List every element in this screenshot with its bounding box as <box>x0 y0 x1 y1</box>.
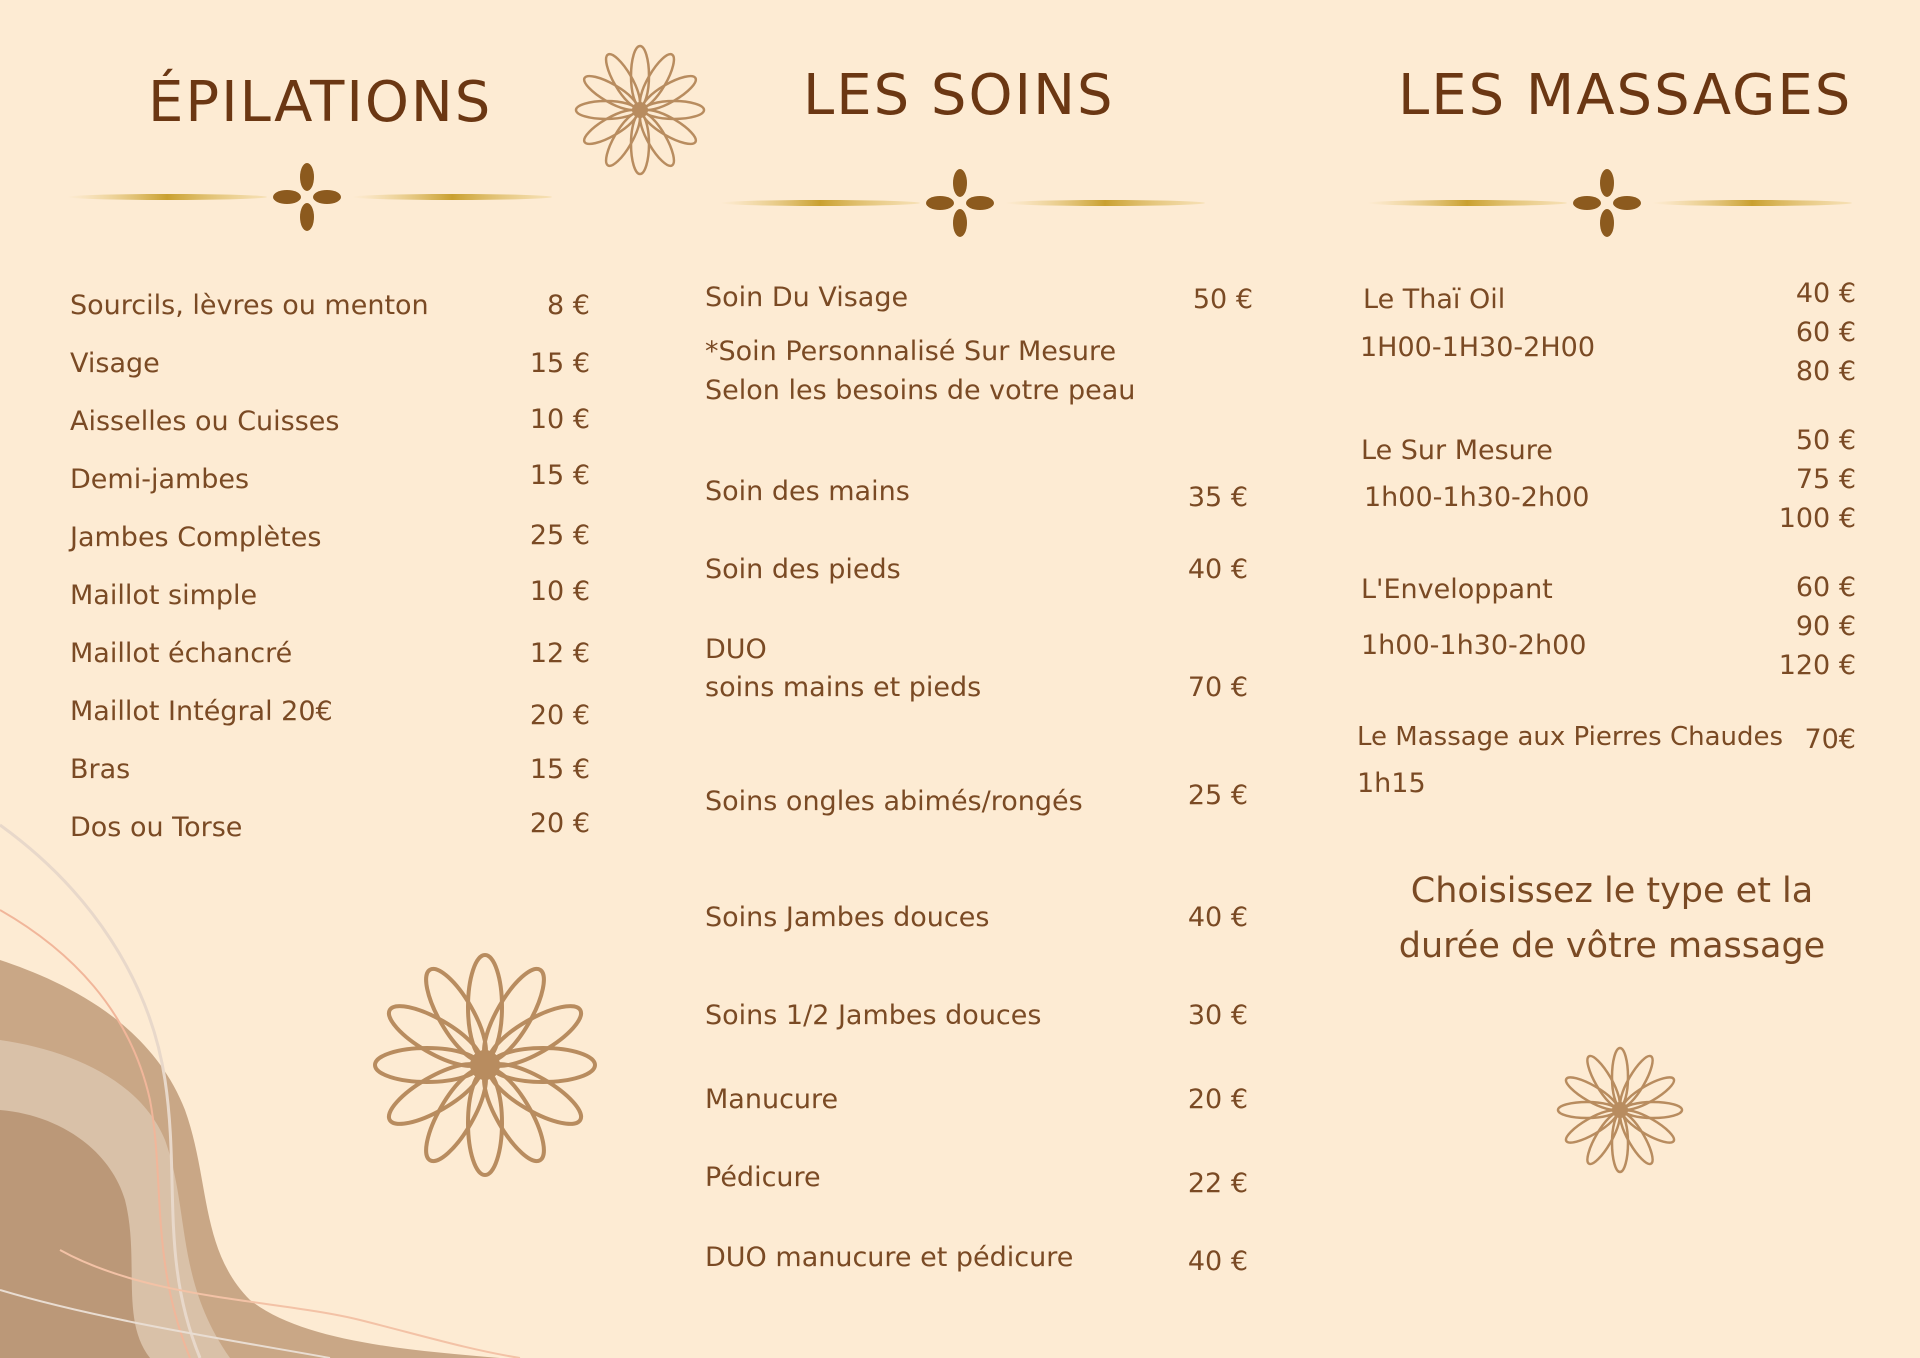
epilation-price: 20 € <box>529 700 590 731</box>
soin-item: Soins Jambes douces <box>705 902 990 933</box>
soins-ornament-divider <box>715 168 1205 238</box>
flower-icon <box>365 945 605 1185</box>
soin-item: Soins 1/2 Jambes douces <box>705 1000 1042 1031</box>
epilation-item: Jambes Complètes <box>70 522 322 553</box>
soin-note: Selon les besoins de votre peau <box>705 375 1136 406</box>
epilation-price: 20 € <box>529 808 590 839</box>
epilation-item: Maillot échancré <box>70 638 293 669</box>
massage-price: 50 € <box>1795 425 1856 456</box>
massage-durations: 1h15 <box>1357 768 1426 799</box>
soin-item: Soin des mains <box>705 476 910 507</box>
epilation-price: 15 € <box>529 348 590 379</box>
epilation-price: 10 € <box>529 404 590 435</box>
epilation-price: 15 € <box>529 460 590 491</box>
epilation-item: Visage <box>70 348 160 379</box>
epilation-item: Demi-jambes <box>70 464 250 495</box>
soin-item: Manucure <box>705 1084 839 1115</box>
flower-icon <box>1550 1040 1690 1180</box>
soin-price: 30 € <box>1187 1000 1248 1031</box>
massage-price: 60 € <box>1795 572 1856 603</box>
soin-price: 40 € <box>1187 1246 1248 1277</box>
massages-ornament-divider <box>1362 168 1852 238</box>
epilations-title: ÉPILATIONS <box>148 70 493 135</box>
massage-price: 120 € <box>1778 650 1856 681</box>
massage-price: 80 € <box>1795 356 1856 387</box>
soin-price: 25 € <box>1187 780 1248 811</box>
soin-price: 40 € <box>1187 554 1248 585</box>
epilation-item: Bras <box>70 754 131 785</box>
soin-item: Soins ongles abimés/rongés <box>705 786 1083 817</box>
epilation-price: 10 € <box>529 576 590 607</box>
soin-item: Soin Du Visage <box>705 282 909 313</box>
massage-price: 75 € <box>1795 464 1856 495</box>
massage-price: 90 € <box>1795 611 1856 642</box>
massage-price: 40 € <box>1795 278 1856 309</box>
epilation-price: 12 € <box>529 638 590 669</box>
soin-price: 20 € <box>1187 1084 1248 1115</box>
massage-durations: 1h00-1h30-2h00 <box>1361 630 1587 661</box>
epilation-price: 15 € <box>529 754 590 785</box>
epilation-item: Aisselles ou Cuisses <box>70 406 340 437</box>
epilations-ornament-divider <box>62 162 552 232</box>
epilation-item: Sourcils, lèvres ou menton <box>70 290 429 321</box>
soin-price: 70 € <box>1187 672 1248 703</box>
epilation-price: 8 € <box>547 290 590 321</box>
soin-price: 35 € <box>1187 482 1248 513</box>
massage-durations: 1H00-1H30-2H00 <box>1360 332 1595 363</box>
soin-item: Soin des pieds <box>705 554 901 585</box>
massage-item: L'Enveloppant <box>1361 574 1553 605</box>
massage-item: Le Thaï Oil <box>1363 284 1506 315</box>
soin-note: *Soin Personnalisé Sur Mesure <box>705 336 1117 367</box>
epilation-item: Maillot simple <box>70 580 258 611</box>
epilation-item: Dos ou Torse <box>70 812 243 843</box>
soin-item: DUO <box>705 634 767 665</box>
flower-icon <box>570 40 710 180</box>
massage-price: 100 € <box>1778 503 1856 534</box>
soin-price: 50 € <box>1192 284 1253 315</box>
epilation-price: 25 € <box>529 520 590 551</box>
epilation-item: Maillot Intégral 20€ <box>70 696 333 727</box>
callout-line: Choisissez le type et la <box>1410 871 1814 911</box>
massage-callout <box>1362 864 1862 974</box>
massage-price: 70€ <box>1804 724 1856 755</box>
massage-price: 60 € <box>1795 317 1856 348</box>
callout-line: durée de vôtre massage <box>1398 926 1826 966</box>
massage-item: Le Sur Mesure <box>1361 435 1553 466</box>
massages-title: LES MASSAGES <box>1398 63 1853 128</box>
soins-title: LES SOINS <box>803 63 1115 128</box>
soin-item: DUO manucure et pédicure <box>705 1242 1074 1273</box>
massage-item: Le Massage aux Pierres Chaudes <box>1357 722 1784 752</box>
massage-durations: 1h00-1h30-2h00 <box>1364 482 1590 513</box>
soin-item: soins mains et pieds <box>705 672 982 703</box>
soin-price: 40 € <box>1187 902 1248 933</box>
soin-item: Pédicure <box>705 1162 821 1193</box>
soin-price: 22 € <box>1187 1168 1248 1199</box>
